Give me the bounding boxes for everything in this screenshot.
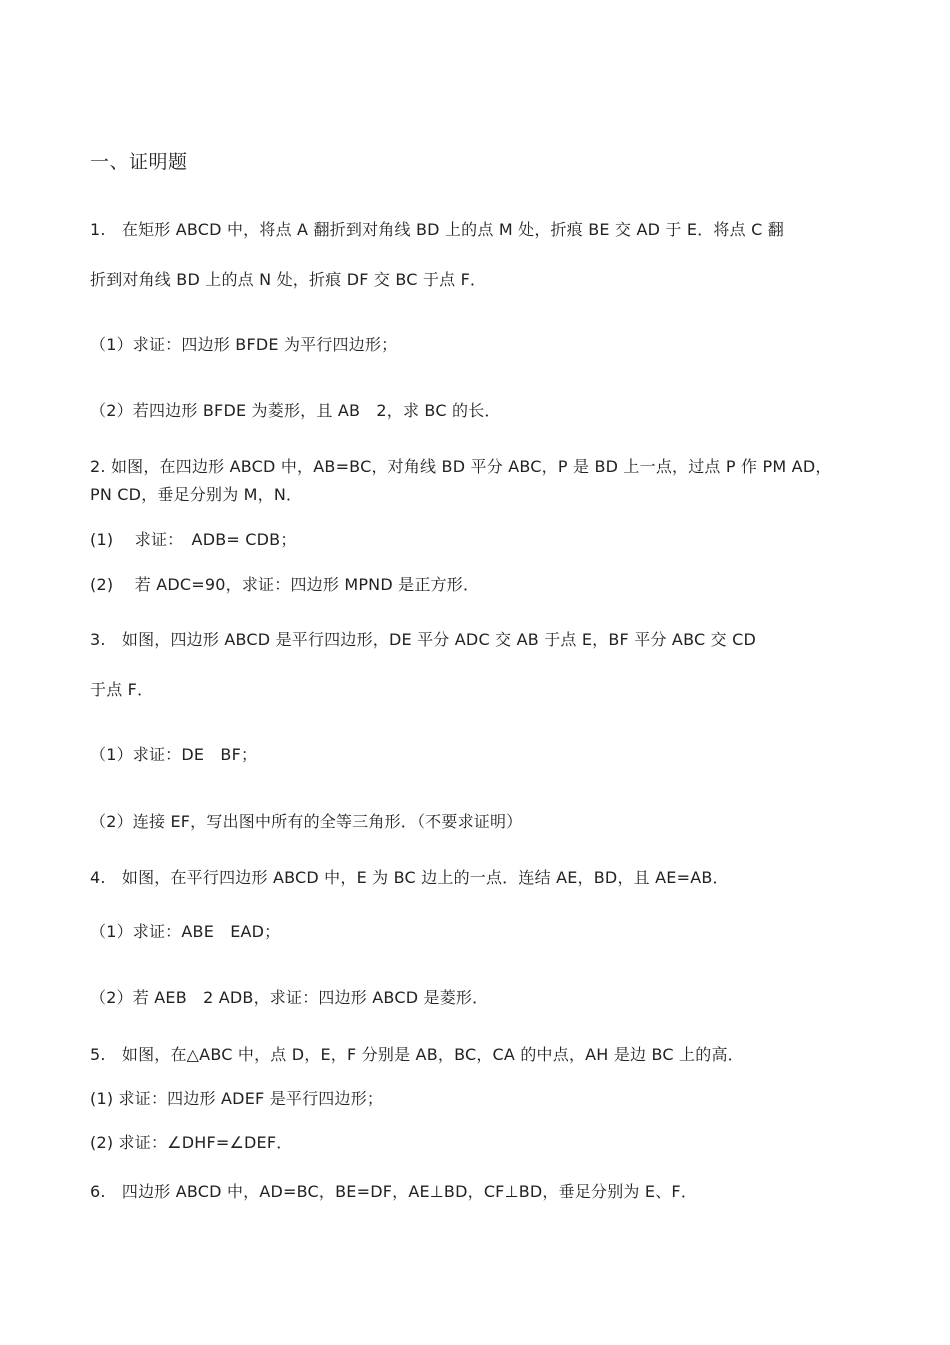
problem-1-part-2: （2）若四边形 BFDE 为菱形，且 AB 2，求 BC 的长． bbox=[90, 401, 501, 420]
problem-1-line-2: 折到对角线 BD 上的点 N 处，折痕 DF 交 BC 于点 F． bbox=[90, 270, 487, 289]
problem-2-line-1: 2. 如图，在四边形 ABCD 中，AB=BC，对角线 BD 平分 ABC，P 是 BD 上一点，过点 P 作 PM AD， bbox=[90, 457, 832, 476]
section-title: 一、证明题 bbox=[90, 151, 188, 173]
problem-3-line-1: 3. 如图，四边形 ABCD 是平行四边形，DE 平分 ADC 交 AB 于点 E，BF 平分 ABC 交 CD bbox=[90, 630, 757, 649]
problem-2-line-2: PN CD，垂足分别为 M，N． bbox=[90, 485, 303, 504]
problem-2-part-2: (2) 若 ADC=90，求证：四边形 MPND 是正方形． bbox=[90, 575, 480, 594]
problem-4-line-1: 4. 如图，在平行四边形 ABCD 中，E 为 BC 边上的一点．连结 AE，BD，且 AE=AB． bbox=[90, 868, 729, 887]
problem-5-part-1: (1) 求证：四边形 ADEF 是平行四边形； bbox=[90, 1089, 384, 1108]
problem-3-part-2: （2）连接 EF，写出图中所有的全等三角形．（不要求证明） bbox=[90, 812, 523, 831]
problem-1-part-1: （1）求证：四边形 BFDE 为平行四边形； bbox=[90, 335, 398, 354]
problem-1-line-1: 1. 在矩形 ABCD 中，将点 A 翻折到对角线 BD 上的点 M 处，折痕 BE 交 AD 于 E．将点 C 翻 bbox=[90, 220, 784, 239]
problem-4-part-2: （2）若 AEB 2 ADB，求证：四边形 ABCD 是菱形． bbox=[90, 988, 489, 1007]
problem-6-line-1: 6. 四边形 ABCD 中，AD=BC，BE=DF，AE⊥BD，CF⊥BD，垂足分别为 E、F． bbox=[90, 1182, 698, 1201]
problem-3-line-2: 于点 F． bbox=[90, 680, 154, 699]
problem-5-part-2: (2) 求证：∠DHF=∠DEF． bbox=[90, 1133, 293, 1152]
problem-4-part-1: （1）求证：ABE EAD； bbox=[90, 922, 281, 941]
problem-2-part-1: (1) 求证： ADB= CDB； bbox=[90, 530, 297, 549]
problem-5-line-1: 5. 如图，在△ABC 中，点 D，E，F 分别是 AB，BC，CA 的中点，AH 是边 BC 上的高． bbox=[90, 1045, 744, 1064]
problem-3-part-1: （1）求证：DE BF； bbox=[90, 745, 258, 764]
